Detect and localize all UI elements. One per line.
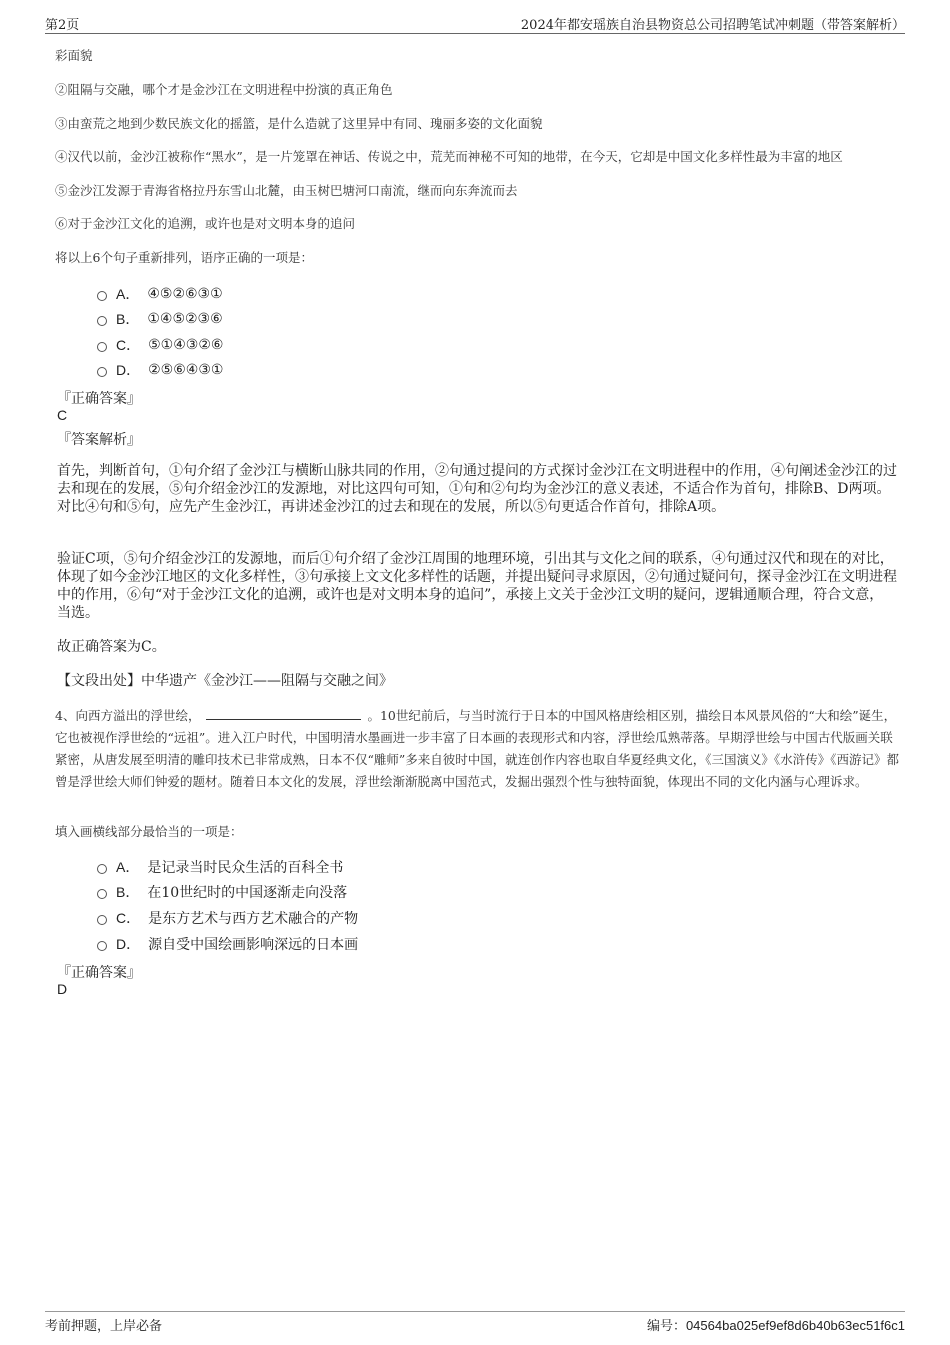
footer-slogan: 考前押题，上岸必备	[45, 1319, 163, 1334]
q3-line-4: ④汉代以前，金沙江被称作“黑水”，是一片笼罩在神话、传说之中，荒芜而神秘不可知的地带，在今天，它却是中国文化多样性最为丰富的地区	[55, 149, 843, 164]
radio-icon[interactable]	[97, 291, 107, 301]
q3-analysis-para-1: 首先，判断首句，①句介绍了金沙江与横断山脉共同的作用，②句通过提问的方式探讨金沙江在文明进程中的作用，④句阐述金沙江的过去和现在的发展，⑤句介绍金沙江的发源地，对比这四句可知，①句和②句均为金沙江的意义表述，不适合作为首句，排除B、D两项。对比④句和⑤句，应先产生金沙江，再讲述金沙江的过去和现在的发展，所以⑤句更适合作首句，排除A项。	[57, 463, 897, 515]
q3-line-3: ③由蛮荒之地到少数民族文化的摇篮，是什么造就了这里异中有同、瑰丽多姿的文化面貌	[55, 116, 543, 131]
q3-analysis-label: 『答案解析』	[57, 432, 141, 448]
q4-answer: D	[57, 981, 68, 997]
q4-prompt: 填入画横线部分最恰当的一项是：	[55, 824, 243, 839]
fill-blank	[206, 707, 361, 720]
q3-line-6: ⑥对于金沙江文化的追溯，或许也是对文明本身的追问	[55, 216, 356, 231]
q4-stem: 4、向西方溢出的浮世绘， 。10世纪前后，与当时流行于日本的中国风格唐绘相区别，描绘日本风景风俗的“大和绘”诞生，它也被视作浮世绘的“远祖”。进入江户时代，中国明清水墨画进一步丰富了日本画的表现形式和内容，浮世绘瓜熟蒂落。早期浮世绘与中国古代版画关联紧密，从唐发展至明清的雕印技术已非常成熟，日本不仅“雕师”多来自彼时中国，就连创作内容也取自华夏经典文化，《三国演义》《水浒传》《西游记》都曾是浮世绘大师们钟爱的题材。随着日本文化的发展，浮世绘渐渐脱离中国范式，发掘出强烈个性与独特面貌，体现出不同的文化内涵与心理诉求。	[55, 708, 900, 789]
q4-option-d[interactable]: D． 源自受中国绘画影响深远的日本画	[97, 934, 358, 954]
q3-conclusion: 故正确答案为C。	[57, 639, 166, 655]
radio-icon[interactable]	[97, 864, 107, 874]
q3-line-1: 彩面貌	[55, 48, 93, 63]
q3-option-d[interactable]: D． ②⑤⑥④③①	[97, 360, 223, 380]
radio-icon[interactable]	[97, 889, 107, 899]
radio-icon[interactable]	[97, 367, 107, 377]
page-footer	[45, 1311, 905, 1334]
document-code: 编号：04564ba025ef9ef8d6b40b63ec51f6c1	[646, 1318, 905, 1333]
q4-option-a[interactable]: A． 是记录当时民众生活的百科全书	[97, 857, 343, 877]
q3-answer: C	[57, 407, 68, 423]
q3-line-5: ⑤金沙江发源于青海省格拉丹东雪山北麓，由玉树巴塘河口南流，继而向东奔流而去	[55, 183, 518, 198]
q3-option-b[interactable]: B． ①④⑤②③⑥	[97, 309, 223, 329]
document-title: 2024年都安瑶族自治县物资总公司招聘笔试冲刺题（带答案解析）	[520, 18, 905, 33]
q3-line-2: ②阻隔与交融，哪个才是金沙江在文明进程中扮演的真正角色	[55, 82, 393, 97]
radio-icon[interactable]	[97, 316, 107, 326]
q3-prompt: 将以上6个句子重新排列，语序正确的一项是：	[55, 250, 313, 265]
radio-icon[interactable]	[97, 915, 107, 925]
q3-source: 【文段出处】中华遗产《金沙江——阻隔与交融之间》	[57, 673, 393, 689]
q3-answer-label: 『正确答案』	[57, 391, 141, 407]
q4-option-c[interactable]: C． 是东方艺术与西方艺术融合的产物	[97, 908, 358, 928]
q3-option-c[interactable]: C． ⑤①④③②⑥	[97, 335, 223, 355]
page-header	[45, 14, 905, 34]
radio-icon[interactable]	[97, 342, 107, 352]
page-number: 第2页	[45, 18, 80, 33]
q4-answer-label: 『正确答案』	[57, 965, 141, 981]
q3-analysis-para-2: 验证C项，⑤句介绍金沙江的发源地，而后①句介绍了金沙江周围的地理环境，引出其与文化之间的联系，④句通过汉代和现在的对比，体现了如今金沙江地区的文化多样性，③句承接上文文化多样性的话题，并提出疑问寻求原因，②句通过疑问句，探寻金沙江在文明进程中的作用，⑥句“对于金沙江文化的追溯，或许也是对文明本身的追问”，承接上文关于金沙江文明的疑问，逻辑通顺合理，符合文意，当选。	[57, 551, 897, 621]
q3-option-a[interactable]: A． ④⑤②⑥③①	[97, 284, 223, 304]
radio-icon[interactable]	[97, 941, 107, 951]
q4-option-b[interactable]: B． 在10世纪时的中国逐渐走向没落	[97, 882, 347, 902]
